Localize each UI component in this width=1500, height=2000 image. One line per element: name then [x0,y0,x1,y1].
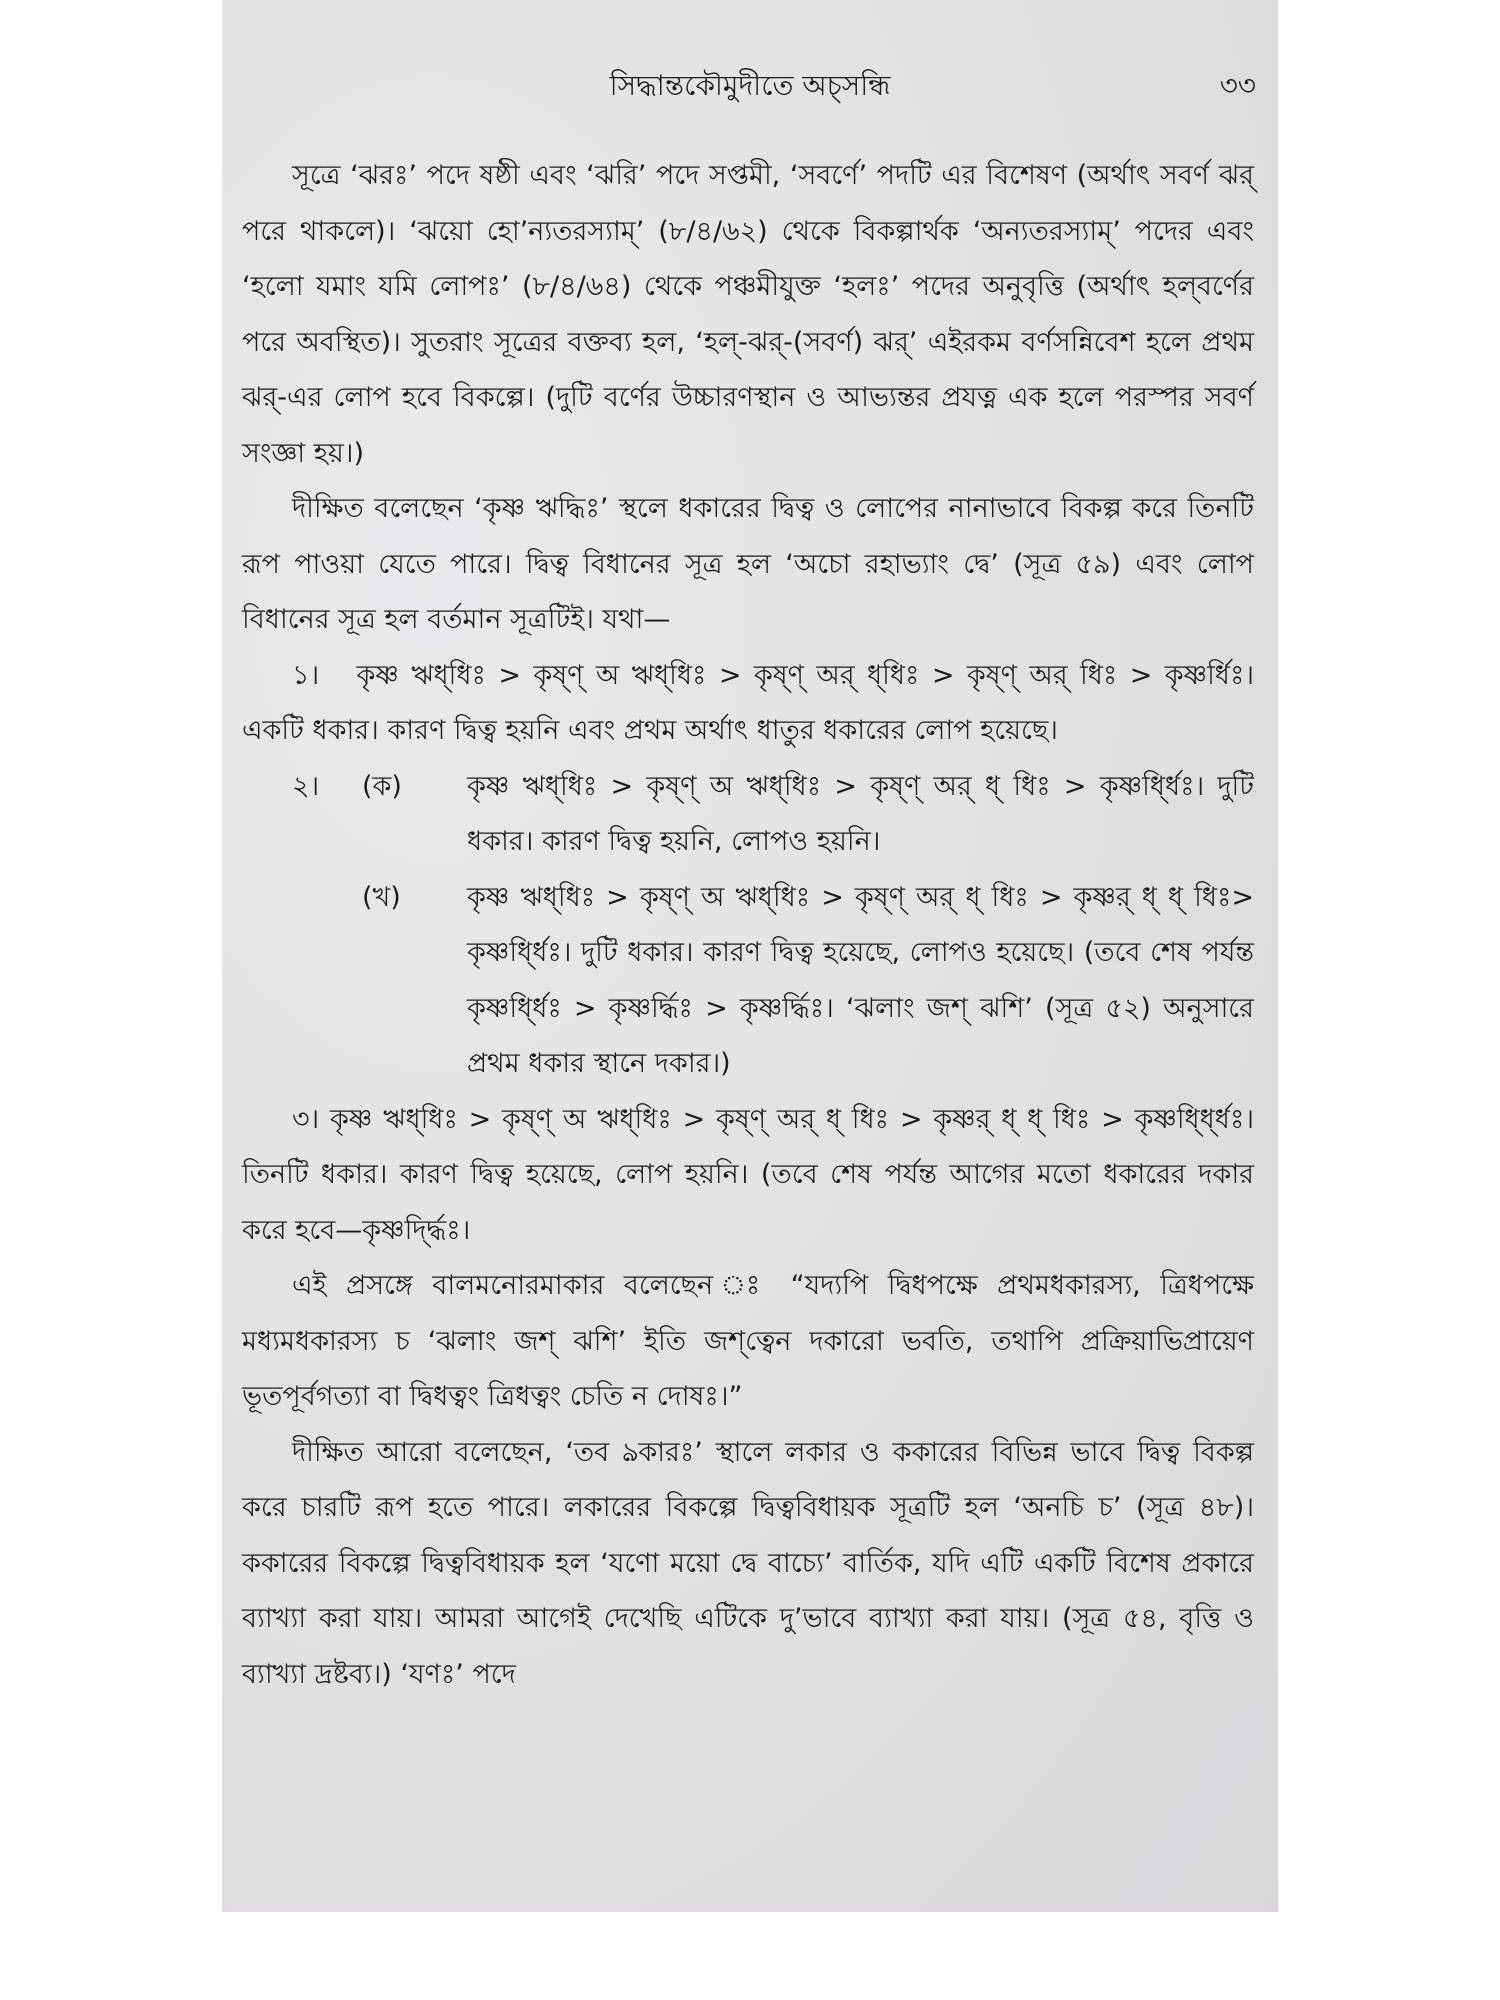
running-title: সিদ্ধান্তকৌমুদীতে অচ্‌সন্ধি [609,69,891,102]
page-number: ৩৩ [1219,69,1256,102]
list-item-1-number: ১। [292,659,320,691]
paragraph-4: এই প্রসঙ্গে বালমনোরমাকার বলেছেন ঃ “যদ্যপি দ্বিধপক্ষে প্রথমধকারস্য, ত্রিধপক্ষে মধ্যমধকারস্য চ ‘ঝলাং জশ্‌ ঝশি’ ইতি জশ্‌ত্বেন দকারো ভবতি, তথাপি প্রক্রিয়াভিপ্রায়েণ ভূতপূর্বগত্যা বা দ্বিধত্বং ত্রিধত্বং চেতি ন দোষঃ।” [242,1270,1254,1412]
list-item-1-text: কৃষ্ণ ঋধ্‌ধিঃ > কৃষ্ণ্‌ অ ঋধ্‌ধিঃ > কৃষ্ণ্‌ অর্‌ ধ্‌ধিঃ > কৃষ্ণ্‌ অর্‌ ধিঃ > কৃষ্ণর্ধিঃ। একটি ধকার। কারণ দ্বিত্ব হয়নি এবং প্রথম অর্থাৎ ধাতুর ধকারের লোপ হয়েছে। [242,659,1254,746]
page-header [222,60,1278,110]
body-text [242,148,1254,1702]
list-item-2a [242,759,1254,870]
list-item-2a-label: (ক) [362,770,402,802]
paragraph-1: সূত্রে ‘ঝরঃ’ পদে ষষ্ঠী এবং ‘ঝরি’ পদে সপ্তমী, ‘সবর্ণে’ পদটি এর বিশেষণ (অর্থাৎ সবর্ণ ঝর্‌ পরে থাকলে)। ‘ঝয়ো হো’ন্যতরস্যাম্‌’ (৮/৪/৬২) থেকে বিকল্পার্থক ‘অন্যতরস্যাম্‌’ পদের এবং ‘হলো যমাং যমি লোপঃ’ (৮/৪/৬৪) থেকে পঞ্চমীযুক্ত ‘হলঃ’ পদের অনুবৃত্তি (অর্থাৎ হল্‌বর্ণের পরে অবস্থিত)। সুতরাং সূত্রের বক্তব্য হল, ‘হল্‌-ঝর্‌-(সবর্ণ) ঝর্‌’ এইরকম বর্ণসন্নিবেশ হলে প্রথম ঝর্‌-এর লোপ হবে বিকল্পে। (দুটি বর্ণের উচ্চারণস্থান ও আভ্যন্তর প্রযত্ন এক হলে পরস্পর সবর্ণ সংজ্ঞা হয়।) [242,160,1254,469]
list-item-2b [242,870,1254,1092]
list-item-2a-text: কৃষ্ণ ঋধ্‌ধিঃ > কৃষ্ণ্‌ অ ঋধ্‌ধিঃ > কৃষ্ণ্‌ অর্‌ ধ্‌ ধিঃ > কৃষ্ণর্ধ্ধিঃ। দুটি ধকার। কারণ দ্বিত্ব হয়নি, লোপও হয়নি। [467,770,1254,857]
list-item-2b-label: (খ) [362,881,401,913]
list-item-2b-spacer [242,870,362,1092]
list-item-2-number: ২। [292,770,320,802]
book-page [222,0,1278,1912]
list-item-1 [242,648,1254,759]
paragraph-5: দীক্ষিত আরো বলেছেন, ‘তব ঌকারঃ’ স্থালে লকার ও ককারের বিভিন্ন ভাবে দ্বিত্ব বিকল্প করে চারটি রূপ হতে পারে। লকারের বিকল্পে দ্বিত্ববিধায়ক সূত্রটি হল ‘অনচি চ’ (সূত্র ৪৮)। ককারের বিকল্পে দ্বিত্ববিধায়ক হল ‘যণো ময়ো দ্বে বাচ্যে’ বার্তিক, যদি এটি একটি বিশেষ প্রকারে ব্যাখ্যা করা যায়। আমরা আগেই দেখেছি এটিকে দু’ভাবে ব্যাখ্যা করা যায়। (সূত্র ৫৪, বৃত্তি ও ব্যাখ্যা দ্রষ্টব্য।) ‘যণঃ’ পদে [242,1436,1254,1690]
list-item-3: ৩। কৃষ্ণ ঋধ্‌ধিঃ > কৃষ্ণ্‌ অ ঋধ্‌ধিঃ > কৃষ্ণ্‌ অর্‌ ধ্‌ ধিঃ > কৃষ্ণর্‌ ধ্‌ ধ্‌ ধিঃ > কৃষ্ণর্ধ্ধ্ধিঃ। তিনটি ধকার। কারণ দ্বিত্ব হয়েছে, লোপ হয়নি। (তবে শেষ পর্যন্ত আগের মতো ধকারের দকার করে হবে—কৃষ্ণর্দ্দ্ধিঃ। [242,1103,1254,1246]
list-item-2b-text: কৃষ্ণ ঋধ্‌ধিঃ > কৃষ্ণ্‌ অ ঋধ্‌ধিঃ > কৃষ্ণ্‌ অর্‌ ধ্‌ ধিঃ > কৃষ্ণর্‌ ধ্‌ ধ্‌ ধিঃ> কৃষ্ণর্ধ্ধিঃ। দুটি ধকার। কারণ দ্বিত্ব হয়েছে, লোপও হয়েছে। (তবে শেষ পর্যন্ত কৃষ্ণর্ধ্ধিঃ > কৃষ্ণর্দ্ধিঃ > কৃষ্ণর্দ্ধিঃ। ‘ঝলাং জশ্‌ ঝশি’ (সূত্র ৫২) অনুসারে প্রথম ধকার স্থানে দকার।) [467,881,1254,1079]
paragraph-2: দীক্ষিত বলেছেন ‘কৃষ্ণ ঋদ্ধিঃ’ স্থলে ধকারের দ্বিত্ব ও লোপের নানাভাবে বিকল্প করে তিনটি রূপ পাওয়া যেতে পারে। দ্বিত্ব বিধানের সূত্র হল ‘অচো রহাভ্যাং দ্বে’ (সূত্র ৫৯) এবং লোপ বিধানের সূত্র হল বর্তমান সূত্রটিই। যথা— [242,493,1254,635]
